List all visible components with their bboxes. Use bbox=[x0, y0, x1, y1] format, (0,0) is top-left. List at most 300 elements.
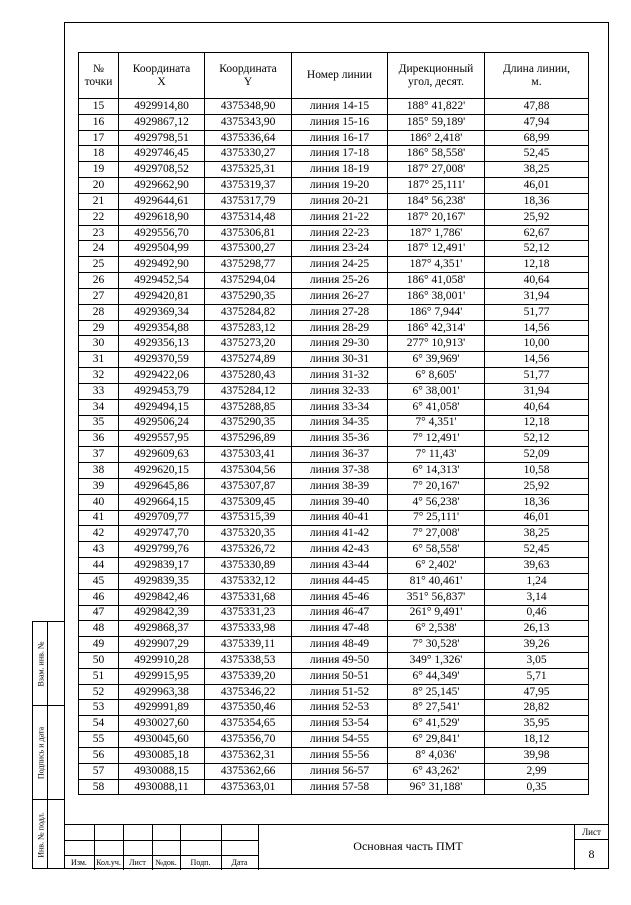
table-row bbox=[79, 763, 589, 779]
cell-line-number: линия 46-47 bbox=[292, 605, 388, 621]
cell-point-number: 17 bbox=[79, 130, 119, 146]
cell-coordinate-y: 4375280,43 bbox=[205, 368, 292, 384]
table-row bbox=[79, 431, 589, 447]
cell-point-number: 15 bbox=[79, 99, 119, 115]
cell-line-length: 3,05 bbox=[485, 652, 589, 668]
cell-point-number: 23 bbox=[79, 225, 119, 241]
cell-line-length: 10,58 bbox=[485, 463, 589, 479]
cell-point-number: 55 bbox=[79, 732, 119, 748]
cell-coordinate-x: 4930027,60 bbox=[119, 716, 205, 732]
cell-coordinate-x: 4929420,81 bbox=[119, 288, 205, 304]
cell-direction-angle: 6° 44,349' bbox=[388, 668, 485, 684]
cell-line-number: линия 52-53 bbox=[292, 700, 388, 716]
cell-direction-angle: 187° 12,491' bbox=[388, 241, 485, 257]
cell-point-number: 19 bbox=[79, 162, 119, 178]
cell-point-number: 48 bbox=[79, 621, 119, 637]
cell-coordinate-x: 4929842,39 bbox=[119, 605, 205, 621]
cell-direction-angle: 6° 43,262' bbox=[388, 763, 485, 779]
table-row bbox=[79, 652, 589, 668]
cell-line-number: линия 36-37 bbox=[292, 447, 388, 463]
cell-direction-angle: 187° 27,008' bbox=[388, 162, 485, 178]
cell-coordinate-y: 4375338,53 bbox=[205, 652, 292, 668]
cell-coordinate-x: 4929915,95 bbox=[119, 668, 205, 684]
cell-line-number: линия 21-22 bbox=[292, 209, 388, 225]
cell-direction-angle: 4° 56,238' bbox=[388, 494, 485, 510]
cell-direction-angle: 7° 12,491' bbox=[388, 431, 485, 447]
table-row bbox=[79, 225, 589, 241]
table-row bbox=[79, 558, 589, 574]
cell-point-number: 57 bbox=[79, 763, 119, 779]
cell-direction-angle: 187° 1,786' bbox=[388, 225, 485, 241]
cell-line-number: линия 35-36 bbox=[292, 431, 388, 447]
cell-coordinate-y: 4375326,72 bbox=[205, 542, 292, 558]
cell-point-number: 39 bbox=[79, 478, 119, 494]
cell-point-number: 37 bbox=[79, 447, 119, 463]
cell-line-length: 12,18 bbox=[485, 257, 589, 273]
cell-line-length: 2,99 bbox=[485, 763, 589, 779]
table-row bbox=[79, 257, 589, 273]
cell-line-length: 28,82 bbox=[485, 700, 589, 716]
table-row bbox=[79, 605, 589, 621]
table-row bbox=[79, 273, 589, 289]
side-label-sign-date: Подпись и дата bbox=[36, 726, 45, 779]
cell-coordinate-x: 4929452,54 bbox=[119, 273, 205, 289]
cell-line-length: 47,95 bbox=[485, 684, 589, 700]
cell-coordinate-x: 4929492,90 bbox=[119, 257, 205, 273]
cell-direction-angle: 6° 2,538' bbox=[388, 621, 485, 637]
cell-line-length: 47,94 bbox=[485, 114, 589, 130]
cell-point-number: 18 bbox=[79, 146, 119, 162]
cell-coordinate-y: 4375363,01 bbox=[205, 779, 292, 795]
cell-line-length: 12,18 bbox=[485, 415, 589, 431]
table-row bbox=[79, 399, 589, 415]
cell-line-length: 46,01 bbox=[485, 510, 589, 526]
cell-coordinate-x: 4929910,28 bbox=[119, 652, 205, 668]
cell-direction-angle: 8° 27,541' bbox=[388, 700, 485, 716]
cell-coordinate-x: 4929799,76 bbox=[119, 542, 205, 558]
title-block bbox=[64, 824, 609, 869]
cell-line-number: линия 15-16 bbox=[292, 114, 388, 130]
cell-direction-angle: 7° 11,43' bbox=[388, 447, 485, 463]
cell-coordinate-y: 4375354,65 bbox=[205, 716, 292, 732]
cell-direction-angle: 96° 31,188' bbox=[388, 779, 485, 795]
cell-coordinate-x: 4929842,46 bbox=[119, 589, 205, 605]
cell-direction-angle: 186° 42,314' bbox=[388, 320, 485, 336]
cell-direction-angle: 187° 4,351' bbox=[388, 257, 485, 273]
cell-line-length: 18,36 bbox=[485, 193, 589, 209]
cell-line-number: линия 40-41 bbox=[292, 510, 388, 526]
side-label-inv-replace: Взам. инв. № bbox=[36, 640, 45, 687]
cell-coordinate-x: 4929907,29 bbox=[119, 637, 205, 653]
cell-coordinate-y: 4375288,85 bbox=[205, 399, 292, 415]
cell-line-length: 5,71 bbox=[485, 668, 589, 684]
cell-line-length: 39,26 bbox=[485, 637, 589, 653]
cell-coordinate-y: 4375339,20 bbox=[205, 668, 292, 684]
cell-line-length: 35,95 bbox=[485, 716, 589, 732]
cell-line-number: линия 47-48 bbox=[292, 621, 388, 637]
cell-coordinate-y: 4375362,66 bbox=[205, 763, 292, 779]
cell-line-length: 0,35 bbox=[485, 779, 589, 795]
cell-coordinate-y: 4375284,12 bbox=[205, 383, 292, 399]
cell-coordinate-x: 4929839,35 bbox=[119, 573, 205, 589]
cell-coordinate-x: 4929354,88 bbox=[119, 320, 205, 336]
cell-point-number: 21 bbox=[79, 193, 119, 209]
cell-line-length: 52,09 bbox=[485, 447, 589, 463]
table-row bbox=[79, 542, 589, 558]
cell-direction-angle: 186° 7,944' bbox=[388, 304, 485, 320]
cell-line-length: 38,25 bbox=[485, 526, 589, 542]
cell-line-length: 51,77 bbox=[485, 304, 589, 320]
table-row bbox=[79, 352, 589, 368]
cell-line-number: линия 42-43 bbox=[292, 542, 388, 558]
cell-line-length: 62,67 bbox=[485, 225, 589, 241]
table-row bbox=[79, 747, 589, 763]
cell-direction-angle: 6° 14,313' bbox=[388, 463, 485, 479]
cell-point-number: 43 bbox=[79, 542, 119, 558]
table-row bbox=[79, 193, 589, 209]
table-row bbox=[79, 716, 589, 732]
cell-coordinate-x: 4929356,13 bbox=[119, 336, 205, 352]
cell-point-number: 26 bbox=[79, 273, 119, 289]
table-row bbox=[79, 637, 589, 653]
table-row bbox=[79, 447, 589, 463]
cell-point-number: 50 bbox=[79, 652, 119, 668]
cell-coordinate-y: 4375319,37 bbox=[205, 178, 292, 194]
cell-point-number: 54 bbox=[79, 716, 119, 732]
header-coordinate-y: Координата Y bbox=[205, 53, 292, 99]
cell-coordinate-x: 4929664,15 bbox=[119, 494, 205, 510]
header-line-length: Длина линии, м. bbox=[485, 53, 589, 99]
cell-point-number: 25 bbox=[79, 257, 119, 273]
cell-coordinate-y: 4375356,70 bbox=[205, 732, 292, 748]
cell-line-number: линия 50-51 bbox=[292, 668, 388, 684]
header-coordinate-x: Координата X bbox=[119, 53, 205, 99]
cell-coordinate-x: 4929645,86 bbox=[119, 478, 205, 494]
table-row bbox=[79, 684, 589, 700]
table-row bbox=[79, 478, 589, 494]
side-stamp bbox=[32, 621, 64, 869]
cell-direction-angle: 186° 41,058' bbox=[388, 273, 485, 289]
cell-point-number: 27 bbox=[79, 288, 119, 304]
cell-line-number: линия 44-45 bbox=[292, 573, 388, 589]
sheet-label: Лист bbox=[582, 827, 601, 837]
cell-coordinate-x: 4929618,90 bbox=[119, 209, 205, 225]
header-point-number: № точки bbox=[79, 53, 119, 99]
cell-coordinate-y: 4375309,45 bbox=[205, 494, 292, 510]
cell-line-number: линия 54-55 bbox=[292, 732, 388, 748]
cell-line-number: линия 17-18 bbox=[292, 146, 388, 162]
cell-coordinate-y: 4375317,79 bbox=[205, 193, 292, 209]
table-row bbox=[79, 383, 589, 399]
cell-line-number: линия 25-26 bbox=[292, 273, 388, 289]
cell-line-length: 0,46 bbox=[485, 605, 589, 621]
cell-coordinate-x: 4929369,34 bbox=[119, 304, 205, 320]
cell-coordinate-x: 4929867,12 bbox=[119, 114, 205, 130]
cell-coordinate-y: 4375304,56 bbox=[205, 463, 292, 479]
cell-line-length: 39,63 bbox=[485, 558, 589, 574]
tb-col-count: Кол.уч. bbox=[96, 858, 121, 867]
cell-coordinate-x: 4929422,06 bbox=[119, 368, 205, 384]
cell-line-number: линия 38-39 bbox=[292, 478, 388, 494]
cell-direction-angle: 185° 59,189' bbox=[388, 114, 485, 130]
tb-col-sign: Подп. bbox=[190, 858, 211, 867]
cell-coordinate-x: 4929494,15 bbox=[119, 399, 205, 415]
cell-line-length: 10,00 bbox=[485, 336, 589, 352]
cell-coordinate-y: 4375294,04 bbox=[205, 273, 292, 289]
cell-coordinate-x: 4929868,37 bbox=[119, 621, 205, 637]
cell-point-number: 22 bbox=[79, 209, 119, 225]
table-header-row bbox=[79, 53, 589, 99]
cell-coordinate-x: 4929504,99 bbox=[119, 241, 205, 257]
cell-coordinate-y: 4375330,89 bbox=[205, 558, 292, 574]
table-row bbox=[79, 304, 589, 320]
document-title: Основная часть ПМТ bbox=[353, 839, 463, 853]
cell-coordinate-y: 4375348,90 bbox=[205, 99, 292, 115]
cell-point-number: 51 bbox=[79, 668, 119, 684]
cell-coordinate-x: 4929506,24 bbox=[119, 415, 205, 431]
side-cell-inv-orig bbox=[33, 800, 64, 869]
cell-point-number: 33 bbox=[79, 383, 119, 399]
table-row bbox=[79, 130, 589, 146]
cell-line-number: линия 34-35 bbox=[292, 415, 388, 431]
cell-line-length: 26,13 bbox=[485, 621, 589, 637]
cell-line-number: линия 27-28 bbox=[292, 304, 388, 320]
table-row bbox=[79, 526, 589, 542]
cell-point-number: 35 bbox=[79, 415, 119, 431]
cell-line-length: 38,25 bbox=[485, 162, 589, 178]
cell-coordinate-y: 4375350,46 bbox=[205, 700, 292, 716]
cell-line-length: 52,12 bbox=[485, 431, 589, 447]
cell-direction-angle: 186° 58,558' bbox=[388, 146, 485, 162]
cell-point-number: 45 bbox=[79, 573, 119, 589]
cell-coordinate-x: 4929709,77 bbox=[119, 510, 205, 526]
cell-direction-angle: 7° 27,008' bbox=[388, 526, 485, 542]
cell-coordinate-y: 4375296,89 bbox=[205, 431, 292, 447]
cell-point-number: 40 bbox=[79, 494, 119, 510]
table-row bbox=[79, 241, 589, 257]
cell-direction-angle: 6° 38,001' bbox=[388, 383, 485, 399]
cell-line-length: 39,98 bbox=[485, 747, 589, 763]
cell-line-number: линия 20-21 bbox=[292, 193, 388, 209]
table-row bbox=[79, 99, 589, 115]
cell-line-length: 25,92 bbox=[485, 209, 589, 225]
cell-line-length: 52,45 bbox=[485, 542, 589, 558]
side-cell-inv-replace bbox=[33, 622, 64, 706]
cell-line-length: 14,56 bbox=[485, 352, 589, 368]
cell-direction-angle: 7° 20,167' bbox=[388, 478, 485, 494]
cell-line-length: 52,12 bbox=[485, 241, 589, 257]
cell-point-number: 29 bbox=[79, 320, 119, 336]
cell-line-number: линия 23-24 bbox=[292, 241, 388, 257]
cell-direction-angle: 351° 56,837' bbox=[388, 589, 485, 605]
side-label-inv-orig: Инв. № подл. bbox=[36, 811, 45, 858]
table-row bbox=[79, 700, 589, 716]
cell-direction-angle: 6° 8,605' bbox=[388, 368, 485, 384]
cell-point-number: 28 bbox=[79, 304, 119, 320]
cell-coordinate-x: 4930085,18 bbox=[119, 747, 205, 763]
cell-direction-angle: 8° 4,036' bbox=[388, 747, 485, 763]
cell-coordinate-x: 4929914,80 bbox=[119, 99, 205, 115]
cell-line-number: линия 18-19 bbox=[292, 162, 388, 178]
cell-coordinate-x: 4930045,60 bbox=[119, 732, 205, 748]
cell-coordinate-y: 4375333,98 bbox=[205, 621, 292, 637]
header-direction-angle: Дирекционный угол, десят. bbox=[388, 53, 485, 99]
cell-direction-angle: 188° 41,822' bbox=[388, 99, 485, 115]
tb-col-date: Дата bbox=[231, 858, 248, 867]
cell-point-number: 24 bbox=[79, 241, 119, 257]
sheet-number: 8 bbox=[588, 847, 595, 861]
table-row bbox=[79, 368, 589, 384]
cell-line-number: линия 33-34 bbox=[292, 399, 388, 415]
cell-coordinate-y: 4375331,23 bbox=[205, 605, 292, 621]
cell-line-length: 3,14 bbox=[485, 589, 589, 605]
cell-direction-angle: 6° 58,558' bbox=[388, 542, 485, 558]
cell-direction-angle: 187° 20,167' bbox=[388, 209, 485, 225]
cell-coordinate-y: 4375284,82 bbox=[205, 304, 292, 320]
cell-coordinate-y: 4375362,31 bbox=[205, 747, 292, 763]
cell-direction-angle: 261° 9,491' bbox=[388, 605, 485, 621]
side-cell-sign-date bbox=[33, 706, 64, 800]
cell-coordinate-x: 4929557,95 bbox=[119, 431, 205, 447]
cell-line-number: линия 43-44 bbox=[292, 558, 388, 574]
cell-line-length: 1,24 bbox=[485, 573, 589, 589]
table-row bbox=[79, 320, 589, 336]
cell-line-number: линия 22-23 bbox=[292, 225, 388, 241]
cell-coordinate-y: 4375325,31 bbox=[205, 162, 292, 178]
cell-line-number: линия 45-46 bbox=[292, 589, 388, 605]
cell-line-length: 47,88 bbox=[485, 99, 589, 115]
cell-direction-angle: 277° 10,913' bbox=[388, 336, 485, 352]
cell-coordinate-y: 4375314,48 bbox=[205, 209, 292, 225]
cell-direction-angle: 6° 2,402' bbox=[388, 558, 485, 574]
cell-line-number: линия 19-20 bbox=[292, 178, 388, 194]
cell-point-number: 53 bbox=[79, 700, 119, 716]
cell-coordinate-x: 4929747,70 bbox=[119, 526, 205, 542]
tb-col-doc: №док. bbox=[155, 858, 177, 867]
cell-line-number: линия 31-32 bbox=[292, 368, 388, 384]
tb-col-change: Изм. bbox=[71, 858, 87, 867]
cell-point-number: 32 bbox=[79, 368, 119, 384]
cell-coordinate-y: 4375290,35 bbox=[205, 288, 292, 304]
cell-line-number: линия 30-31 bbox=[292, 352, 388, 368]
cell-point-number: 49 bbox=[79, 637, 119, 653]
cell-point-number: 36 bbox=[79, 431, 119, 447]
cell-coordinate-y: 4375274,89 bbox=[205, 352, 292, 368]
cell-coordinate-x: 4929556,70 bbox=[119, 225, 205, 241]
cell-coordinate-y: 4375300,27 bbox=[205, 241, 292, 257]
coordinates-table bbox=[78, 52, 589, 795]
cell-coordinate-y: 4375283,12 bbox=[205, 320, 292, 336]
cell-line-number: линия 28-29 bbox=[292, 320, 388, 336]
cell-line-number: линия 41-42 bbox=[292, 526, 388, 542]
cell-direction-angle: 7° 25,111' bbox=[388, 510, 485, 526]
cell-point-number: 47 bbox=[79, 605, 119, 621]
cell-line-number: линия 56-57 bbox=[292, 763, 388, 779]
cell-coordinate-x: 4929991,89 bbox=[119, 700, 205, 716]
cell-line-length: 25,92 bbox=[485, 478, 589, 494]
cell-direction-angle: 8° 25,145' bbox=[388, 684, 485, 700]
cell-coordinate-x: 4929609,63 bbox=[119, 447, 205, 463]
cell-direction-angle: 7° 30,528' bbox=[388, 637, 485, 653]
cell-line-length: 68,99 bbox=[485, 130, 589, 146]
table-row bbox=[79, 146, 589, 162]
cell-direction-angle: 187° 25,111' bbox=[388, 178, 485, 194]
table-row bbox=[79, 162, 589, 178]
cell-direction-angle: 81° 40,461' bbox=[388, 573, 485, 589]
cell-point-number: 46 bbox=[79, 589, 119, 605]
cell-coordinate-y: 4375336,64 bbox=[205, 130, 292, 146]
table-row bbox=[79, 668, 589, 684]
table-row bbox=[79, 510, 589, 526]
cell-line-length: 31,94 bbox=[485, 288, 589, 304]
header-line-number: Номер линии bbox=[292, 53, 388, 99]
cell-coordinate-x: 4929620,15 bbox=[119, 463, 205, 479]
cell-point-number: 42 bbox=[79, 526, 119, 542]
cell-coordinate-y: 4375346,22 bbox=[205, 684, 292, 700]
cell-coordinate-y: 4375332,12 bbox=[205, 573, 292, 589]
cell-coordinate-x: 4929798,51 bbox=[119, 130, 205, 146]
table-row bbox=[79, 114, 589, 130]
cell-coordinate-y: 4375307,87 bbox=[205, 478, 292, 494]
cell-coordinate-y: 4375330,27 bbox=[205, 146, 292, 162]
cell-line-length: 40,64 bbox=[485, 273, 589, 289]
cell-direction-angle: 6° 39,969' bbox=[388, 352, 485, 368]
cell-point-number: 16 bbox=[79, 114, 119, 130]
cell-point-number: 58 bbox=[79, 779, 119, 795]
cell-line-number: линия 32-33 bbox=[292, 383, 388, 399]
table-row bbox=[79, 288, 589, 304]
table-row bbox=[79, 573, 589, 589]
cell-direction-angle: 6° 41,529' bbox=[388, 716, 485, 732]
cell-line-number: линия 51-52 bbox=[292, 684, 388, 700]
cell-point-number: 31 bbox=[79, 352, 119, 368]
cell-direction-angle: 186° 2,418' bbox=[388, 130, 485, 146]
table-row bbox=[79, 336, 589, 352]
cell-coordinate-y: 4375290,35 bbox=[205, 415, 292, 431]
cell-line-length: 52,45 bbox=[485, 146, 589, 162]
cell-line-number: линия 57-58 bbox=[292, 779, 388, 795]
cell-coordinate-y: 4375315,39 bbox=[205, 510, 292, 526]
cell-point-number: 30 bbox=[79, 336, 119, 352]
cell-coordinate-x: 4929708,52 bbox=[119, 162, 205, 178]
cell-coordinate-y: 4375339,11 bbox=[205, 637, 292, 653]
table-row bbox=[79, 494, 589, 510]
cell-point-number: 44 bbox=[79, 558, 119, 574]
cell-line-number: линия 49-50 bbox=[292, 652, 388, 668]
cell-direction-angle: 7° 4,351' bbox=[388, 415, 485, 431]
tb-col-sheet: Лист bbox=[129, 858, 146, 867]
cell-point-number: 56 bbox=[79, 747, 119, 763]
cell-line-number: линия 39-40 bbox=[292, 494, 388, 510]
cell-line-number: линия 26-27 bbox=[292, 288, 388, 304]
table-row bbox=[79, 463, 589, 479]
cell-point-number: 41 bbox=[79, 510, 119, 526]
cell-point-number: 20 bbox=[79, 178, 119, 194]
cell-line-number: линия 37-38 bbox=[292, 463, 388, 479]
cell-coordinate-x: 4929370,59 bbox=[119, 352, 205, 368]
cell-coordinate-y: 4375343,90 bbox=[205, 114, 292, 130]
cell-coordinate-x: 4929662,90 bbox=[119, 178, 205, 194]
cell-line-length: 18,36 bbox=[485, 494, 589, 510]
cell-line-number: линия 14-15 bbox=[292, 99, 388, 115]
cell-line-length: 31,94 bbox=[485, 383, 589, 399]
cell-line-number: линия 48-49 bbox=[292, 637, 388, 653]
cell-direction-angle: 6° 41,058' bbox=[388, 399, 485, 415]
cell-coordinate-x: 4929644,61 bbox=[119, 193, 205, 209]
cell-line-length: 18,12 bbox=[485, 732, 589, 748]
cell-point-number: 52 bbox=[79, 684, 119, 700]
table-row bbox=[79, 732, 589, 748]
